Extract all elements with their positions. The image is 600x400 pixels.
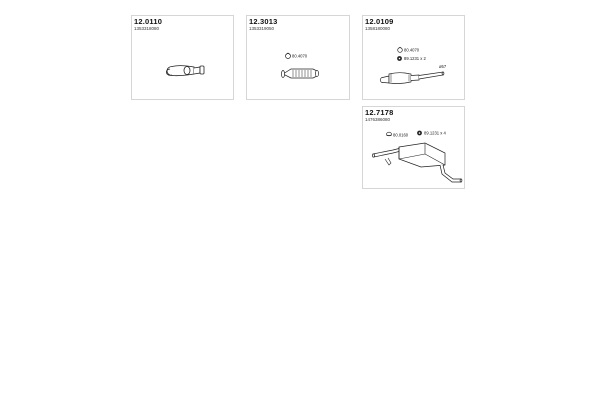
- item-label: 89.1231 x 2: [404, 56, 426, 61]
- bolt-kit-icon: [397, 56, 402, 61]
- bolt-kit-icon: [417, 131, 422, 136]
- part-reference: 1353319050: [249, 26, 275, 31]
- part-card-12-0110[interactable]: [131, 15, 234, 100]
- part-reference: 1353318080: [134, 26, 160, 31]
- rear-silencer-icon: [363, 107, 466, 190]
- diameter-note: ø57: [439, 64, 447, 69]
- ring-gasket-icon: [398, 47, 403, 52]
- part-reference: 1358180080: [365, 26, 391, 31]
- item-label: 80.4070: [404, 47, 420, 53]
- rubber-mount-icon: [387, 132, 392, 136]
- front-pipe-icon: [363, 16, 466, 101]
- flex-pipe-icon: [247, 16, 351, 101]
- part-code: 12.0109: [365, 17, 394, 26]
- part-code: 12.0110: [134, 17, 163, 26]
- item-label: 80.4070: [292, 53, 308, 59]
- item-label: 80.0160: [393, 132, 409, 138]
- part-card-12-7178[interactable]: [362, 106, 465, 189]
- ring-gasket-icon: [286, 53, 291, 59]
- catalytic-converter-icon: [132, 16, 235, 101]
- part-reference: 1476386080: [365, 117, 391, 122]
- part-card-12-0109[interactable]: [362, 15, 465, 100]
- item-label: 89.1231 x 4: [424, 130, 446, 136]
- part-code: 12.7178: [365, 108, 394, 117]
- part-card-12-3013[interactable]: [246, 15, 350, 100]
- part-code: 12.3013: [249, 17, 278, 26]
